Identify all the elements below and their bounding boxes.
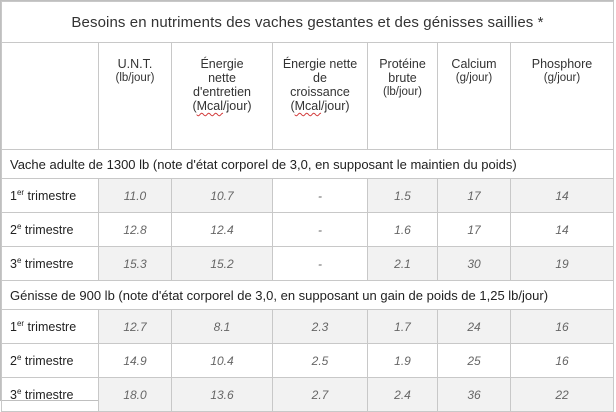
cell-phosphore: 16: [511, 344, 614, 378]
table-row: [2, 310, 614, 344]
row-label: 1er trimestre: [2, 310, 99, 344]
cell-energie-croissance: 2.7: [273, 378, 368, 412]
table-row: [2, 213, 614, 247]
cell-energie-croissance: 2.3: [273, 310, 368, 344]
header-row: [2, 43, 614, 150]
cell-calcium: 17: [438, 213, 511, 247]
cell-calcium: 25: [438, 344, 511, 378]
row-label: 2e trimestre: [2, 344, 99, 378]
row-label: 3e trimestre: [2, 378, 99, 412]
cell-energie-croissance: -: [273, 247, 368, 281]
cell-energie-entretien: 10.4: [172, 344, 273, 378]
cell-proteine: 2.4: [368, 378, 438, 412]
section-row-vache: [2, 150, 614, 179]
cell-unt: 18.0: [99, 378, 172, 412]
cell-energie-entretien: 12.4: [172, 213, 273, 247]
cell-calcium: 17: [438, 179, 511, 213]
cell-unt: 12.7: [99, 310, 172, 344]
header-empty-cell: [2, 43, 99, 150]
row-label: 3e trimestre: [2, 247, 99, 281]
header-energie-entretien: Énergie nette d'entretien (Mcal/jour): [172, 43, 273, 150]
cell-phosphore: 19: [511, 247, 614, 281]
cell-energie-entretien: 13.6: [172, 378, 273, 412]
cell-unt: 15.3: [99, 247, 172, 281]
cell-unt: 11.0: [99, 179, 172, 213]
cell-proteine: 1.5: [368, 179, 438, 213]
cell-proteine: 1.9: [368, 344, 438, 378]
section-title: Vache adulte de 1300 lb (note d'état corporel de 3,0, en supposant le maintien du poids): [2, 150, 614, 179]
header-unt: U.N.T. (lb/jour): [99, 43, 172, 150]
cell-phosphore: 14: [511, 213, 614, 247]
nutrient-table: [1, 1, 614, 412]
cell-energie-croissance: 2.5: [273, 344, 368, 378]
header-energie-croissance: Énergie nette de croissance (Mcal/jour): [273, 43, 368, 150]
row-label: 1er trimestre: [2, 179, 99, 213]
cell-energie-entretien: 15.2: [172, 247, 273, 281]
cell-calcium: 30: [438, 247, 511, 281]
cell-proteine: 2.1: [368, 247, 438, 281]
cell-unt: 12.8: [99, 213, 172, 247]
table-row: [2, 344, 614, 378]
header-phosphore: Phosphore (g/jour): [511, 43, 614, 150]
cell-phosphore: 16: [511, 310, 614, 344]
cell-calcium: 24: [438, 310, 511, 344]
cell-proteine: 1.7: [368, 310, 438, 344]
cell-proteine: 1.6: [368, 213, 438, 247]
section-row-genisse: [2, 281, 614, 310]
cell-energie-croissance: -: [273, 213, 368, 247]
section-title: Génisse de 900 lb (note d'état corporel de 3,0, en supposant un gain de poids de 1,25 lb/jour): [2, 281, 614, 310]
row-label: 2e trimestre: [2, 213, 99, 247]
header-calcium: Calcium (g/jour): [438, 43, 511, 150]
cell-unt: 14.9: [99, 344, 172, 378]
cell-energie-croissance: -: [273, 179, 368, 213]
cell-calcium: 36: [438, 378, 511, 412]
cell-phosphore: 22: [511, 378, 614, 412]
table-row: [2, 247, 614, 281]
table-row: [2, 179, 614, 213]
cell-phosphore: 14: [511, 179, 614, 213]
header-proteine: Protéine brute (lb/jour): [368, 43, 438, 150]
table-row: [2, 378, 614, 412]
cell-energie-entretien: 10.7: [172, 179, 273, 213]
cell-energie-entretien: 8.1: [172, 310, 273, 344]
table-title: Besoins en nutriments des vaches gestantes et des génisses saillies *: [2, 2, 614, 43]
